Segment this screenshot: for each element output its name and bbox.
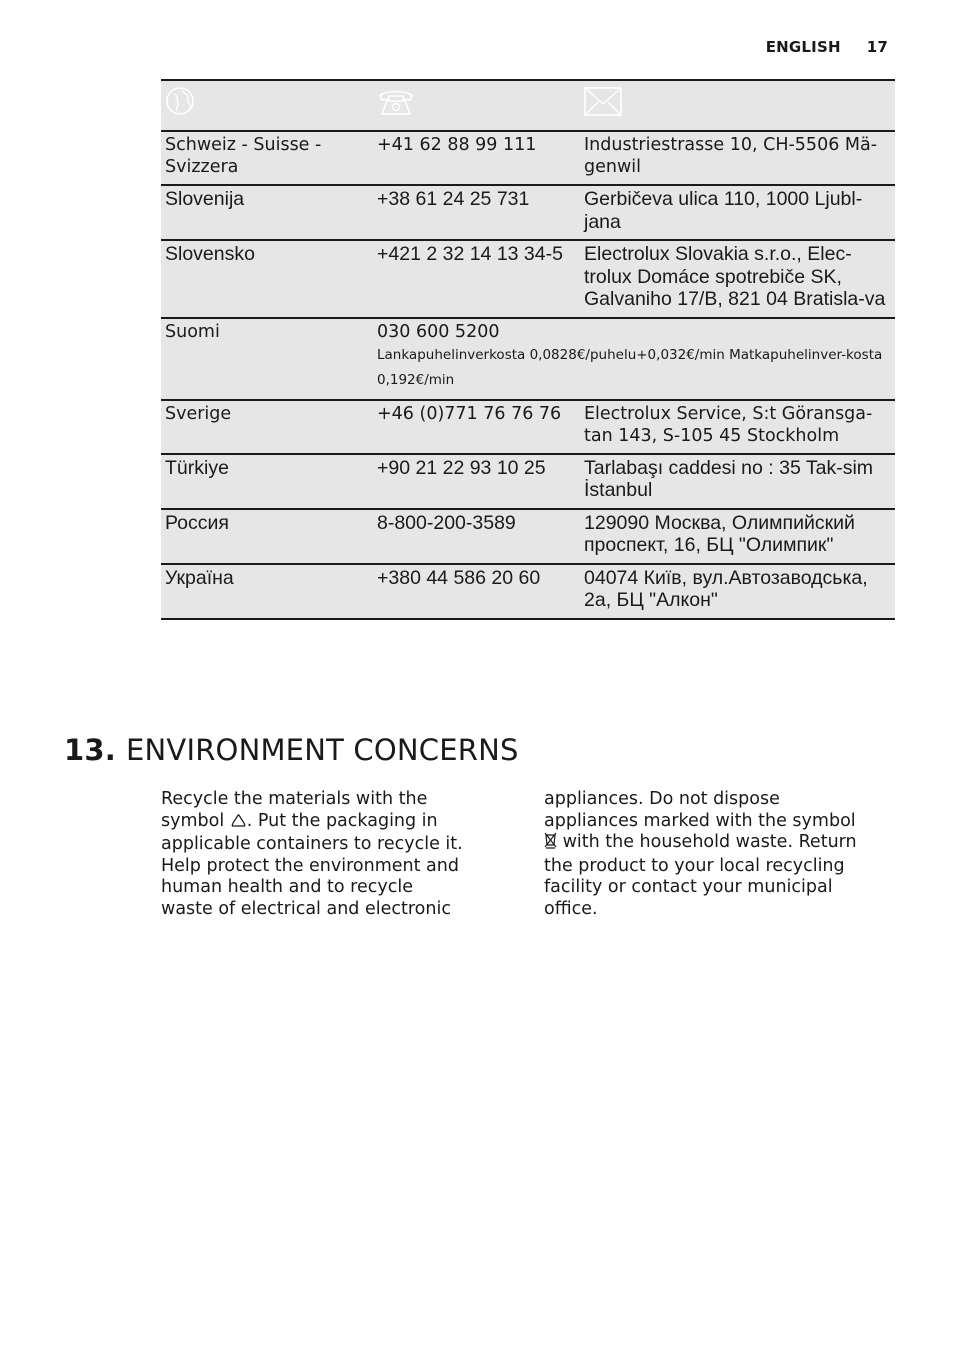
recycle-text-end: . Put the packaging in applicable containers to recycle it. Help protect the environment and human health and to recycle waste of electrical and electronic <box>161 810 463 919</box>
telephone-icon <box>377 86 576 118</box>
envelope-icon <box>584 86 891 116</box>
address-cell: Tarlabaşı caddesi no : 35 Tak-sim İstanbul <box>580 454 895 509</box>
country-cell: Slovenija <box>161 185 373 240</box>
globe-icon <box>165 86 369 116</box>
environment-text-left <box>161 789 466 920</box>
table-row <box>161 509 895 564</box>
table-row <box>161 454 895 509</box>
phone-cell: +421 2 32 14 13 34-5 <box>373 240 580 318</box>
address-cell: Gerbičeva ulica 110, 1000 Ljubl-jana <box>580 185 895 240</box>
section-heading <box>64 733 519 767</box>
service-contacts-table <box>161 79 895 620</box>
environment-text-right <box>544 789 874 920</box>
rate-note: Lankapuhelinverkosta 0,0828€/puhelu+0,032€/min Matkapuhelinver-kosta 0,192€/min <box>377 346 883 388</box>
recycle-text-start: Recycle the materials with the symbol <box>161 789 428 831</box>
country-cell: Schweiz - Suisse - Svizzera <box>161 131 373 185</box>
crossed-bin-icon <box>544 832 557 856</box>
address-cell: Electrolux Service, S:t Göransga-tan 143, S-105 45 Stockholm <box>580 400 895 454</box>
weee-text-end: with the household waste. Return the product to your local recycling facility or contact your municipal office. <box>544 832 857 919</box>
table-row <box>161 240 895 318</box>
country-cell: Sverige <box>161 400 373 454</box>
address-cell: 129090 Москва, Олимпийский проспект, 16, БЦ "Олимпик" <box>580 509 895 564</box>
phone-cell <box>373 318 895 400</box>
table-row <box>161 185 895 240</box>
country-cell: Россия <box>161 509 373 564</box>
language-label: ENGLISH <box>765 38 841 56</box>
phone-cell: +46 (0)771 76 76 76 <box>373 400 580 454</box>
page-number: 17 <box>866 38 888 56</box>
address-cell: Electrolux Slovakia s.r.o., Elec-trolux Domáce spotrebiče SK, Galvaniho 17/B, 821 04 Bratisla-va <box>580 240 895 318</box>
page-header <box>766 38 888 56</box>
section-number: 13. <box>64 733 116 767</box>
table-row <box>161 400 895 454</box>
phone-cell: +41 62 88 99 111 <box>373 131 580 185</box>
phone-cell: +380 44 586 20 60 <box>373 564 580 619</box>
recycle-icon <box>230 813 247 835</box>
country-cell: Türkiye <box>161 454 373 509</box>
phone-cell: +38 61 24 25 731 <box>373 185 580 240</box>
address-cell: 04074 Київ, вул.Автозаводська, 2а, БЦ "Алкон" <box>580 564 895 619</box>
address-cell: Industriestrasse 10, CH-5506 Mä-genwil <box>580 131 895 185</box>
phone-cell: 8-800-200-3589 <box>373 509 580 564</box>
table-row <box>161 564 895 619</box>
phone-number: 030 600 5200 <box>377 321 500 342</box>
country-cell: Suomi <box>161 318 373 400</box>
country-cell: Україна <box>161 564 373 619</box>
weee-text-start: appliances. Do not dispose appliances marked with the symbol <box>544 789 856 831</box>
country-cell: Slovensko <box>161 240 373 318</box>
section-title: ENVIRONMENT CONCERNS <box>125 733 519 767</box>
table-row <box>161 131 895 185</box>
table-row <box>161 318 895 400</box>
phone-cell: +90 21 22 93 10 25 <box>373 454 580 509</box>
table-header-row <box>161 80 895 131</box>
